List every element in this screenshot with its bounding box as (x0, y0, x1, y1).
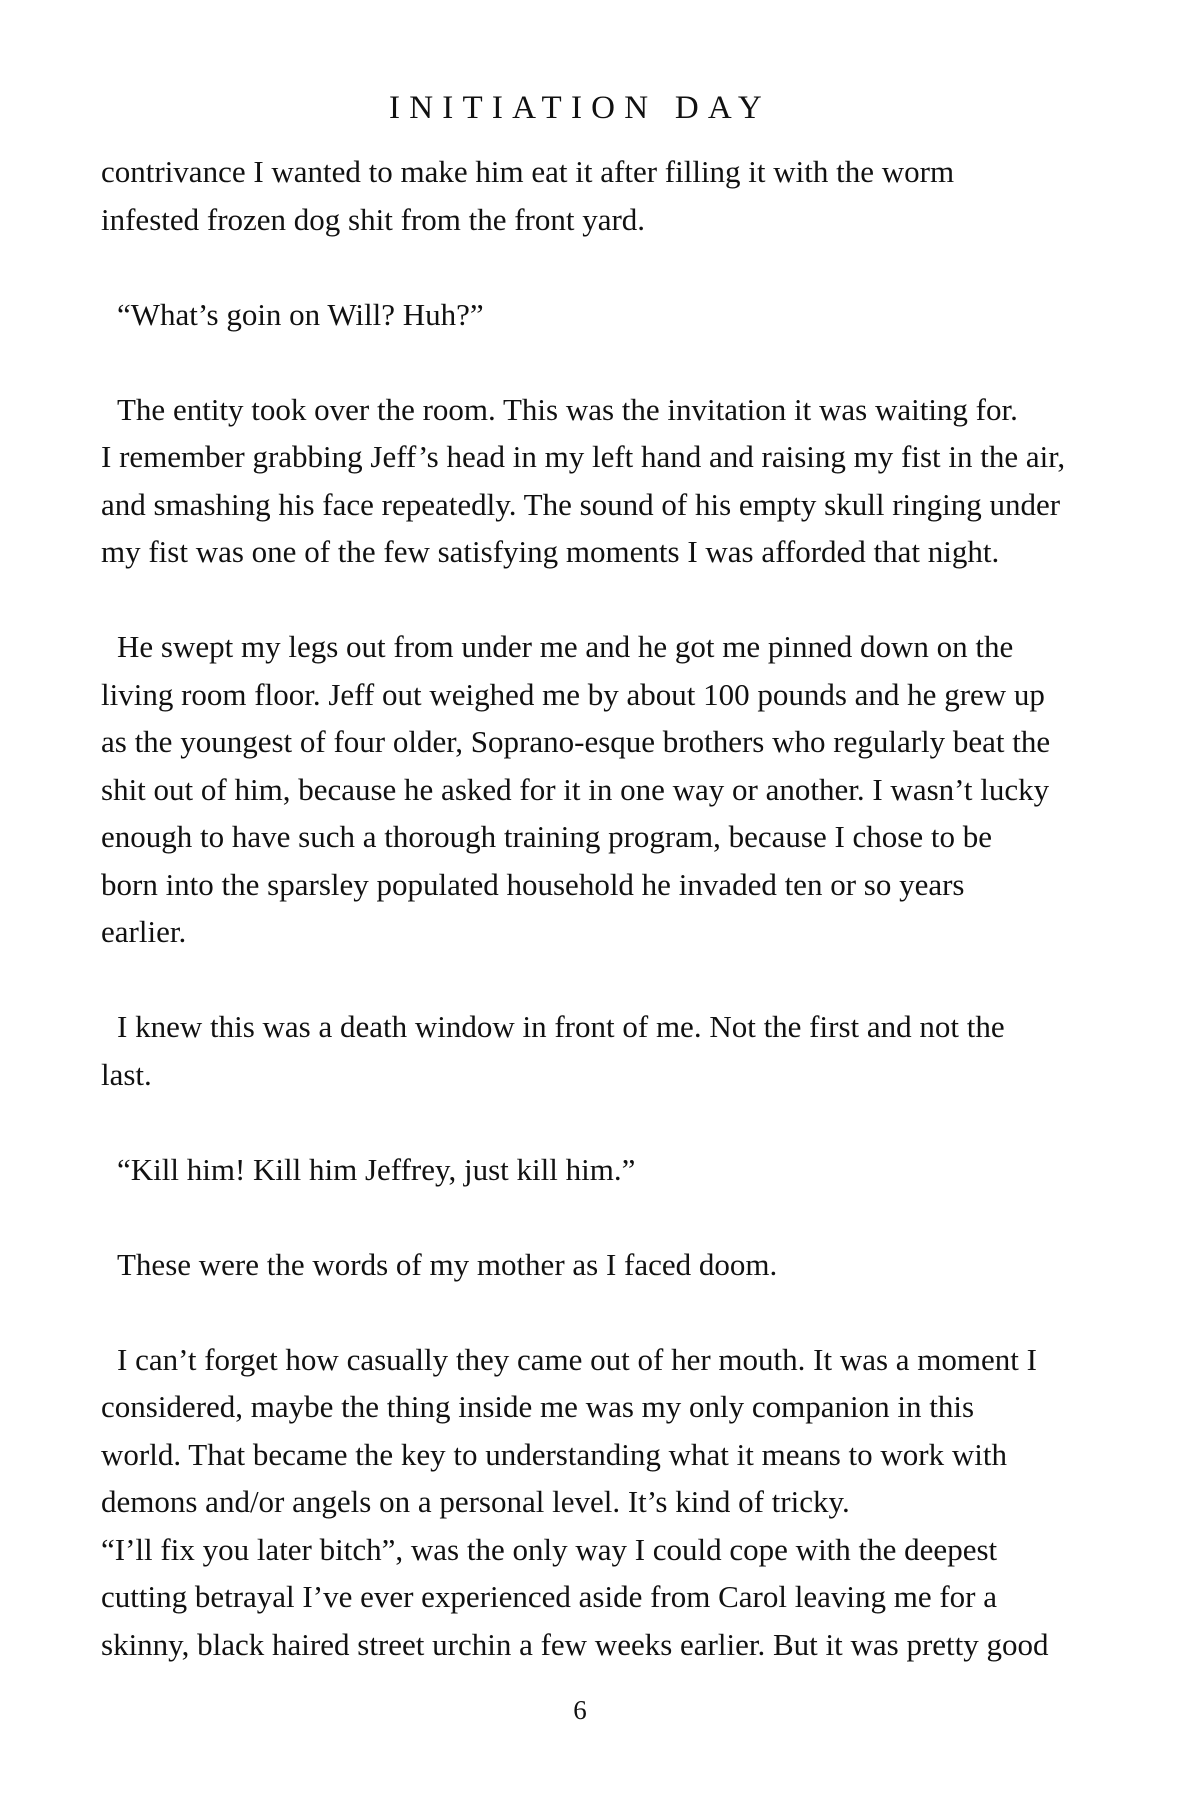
text-line: my fist was one of the few satisfying moments I was afforded that night. (101, 534, 1000, 569)
text-line: enough to have such a thorough training program, because I chose to be (101, 819, 992, 854)
paragraph-gap (101, 243, 1066, 291)
paragraph-gap (101, 956, 1066, 1004)
paragraph-gap (101, 338, 1066, 386)
text-line: I knew this was a death window in front of me. Not the first and not the (117, 1009, 1005, 1044)
text-line: last. (101, 1056, 152, 1092)
text-line: I can’t forget how casually they came out of her mouth. It was a moment I (117, 1341, 1037, 1377)
text-line: These were the words of my mother as I faced doom. (117, 1246, 778, 1282)
text-line: “I’ll fix you later bitch”, was the only way I could cope with the deepest (101, 1531, 998, 1567)
paragraph-gap (101, 576, 1066, 624)
text-line: “What’s goin on Will? Huh?” (117, 296, 484, 332)
text-line: born into the sparsley populated household he invaded ten or so years (101, 866, 965, 902)
text-line: living room floor. Jeff out weighed me by about 100 pounds and he grew up (101, 676, 1045, 712)
text-line: skinny, black haired street urchin a few weeks earlier. But it was pretty good (101, 1626, 1049, 1662)
text-line: as the youngest of four older, Soprano-esque brothers who regularly beat the (101, 724, 1051, 759)
text-line: world. That became the key to understanding what it means to work with (101, 1436, 1007, 1472)
text-line: earlier. (101, 914, 187, 949)
text-line: considered, maybe the thing inside me was my only companion in this (101, 1389, 975, 1424)
text-line: He swept my legs out from under me and he got me pinned down on the (117, 629, 1014, 664)
text-line: “Kill him! Kill him Jeffrey, just kill him.” (117, 1151, 636, 1187)
text-line: The entity took over the room. This was the invitation it was waiting for. (117, 391, 1018, 427)
text-line: and smashing his face repeatedly. The sound of his empty skull ringing under (101, 486, 1061, 522)
text-line: demons and/or angels on a personal level. It’s kind of tricky. (101, 1484, 850, 1519)
paragraph-gap (101, 1193, 1066, 1241)
text-line: cutting betrayal I’ve ever experienced aside from Carol leaving me for a (101, 1579, 998, 1614)
text-line: shit out of him, because he asked for it in one way or another. I wasn’t lucky (101, 771, 1050, 807)
text-line: contrivance I wanted to make him eat it after filling it with the worm (101, 154, 955, 189)
running-title: INITIATION DAY (388, 90, 772, 126)
paragraph-gap (101, 1288, 1066, 1336)
text-line: I remember grabbing Jeff’s head in my left hand and raising my fist in the air, (101, 439, 1066, 474)
text-line: infested frozen dog shit from the front yard. (101, 201, 646, 237)
paragraph-gap (101, 1098, 1066, 1146)
page-number: 6 (573, 1695, 587, 1725)
body-text (101, 148, 1066, 1668)
